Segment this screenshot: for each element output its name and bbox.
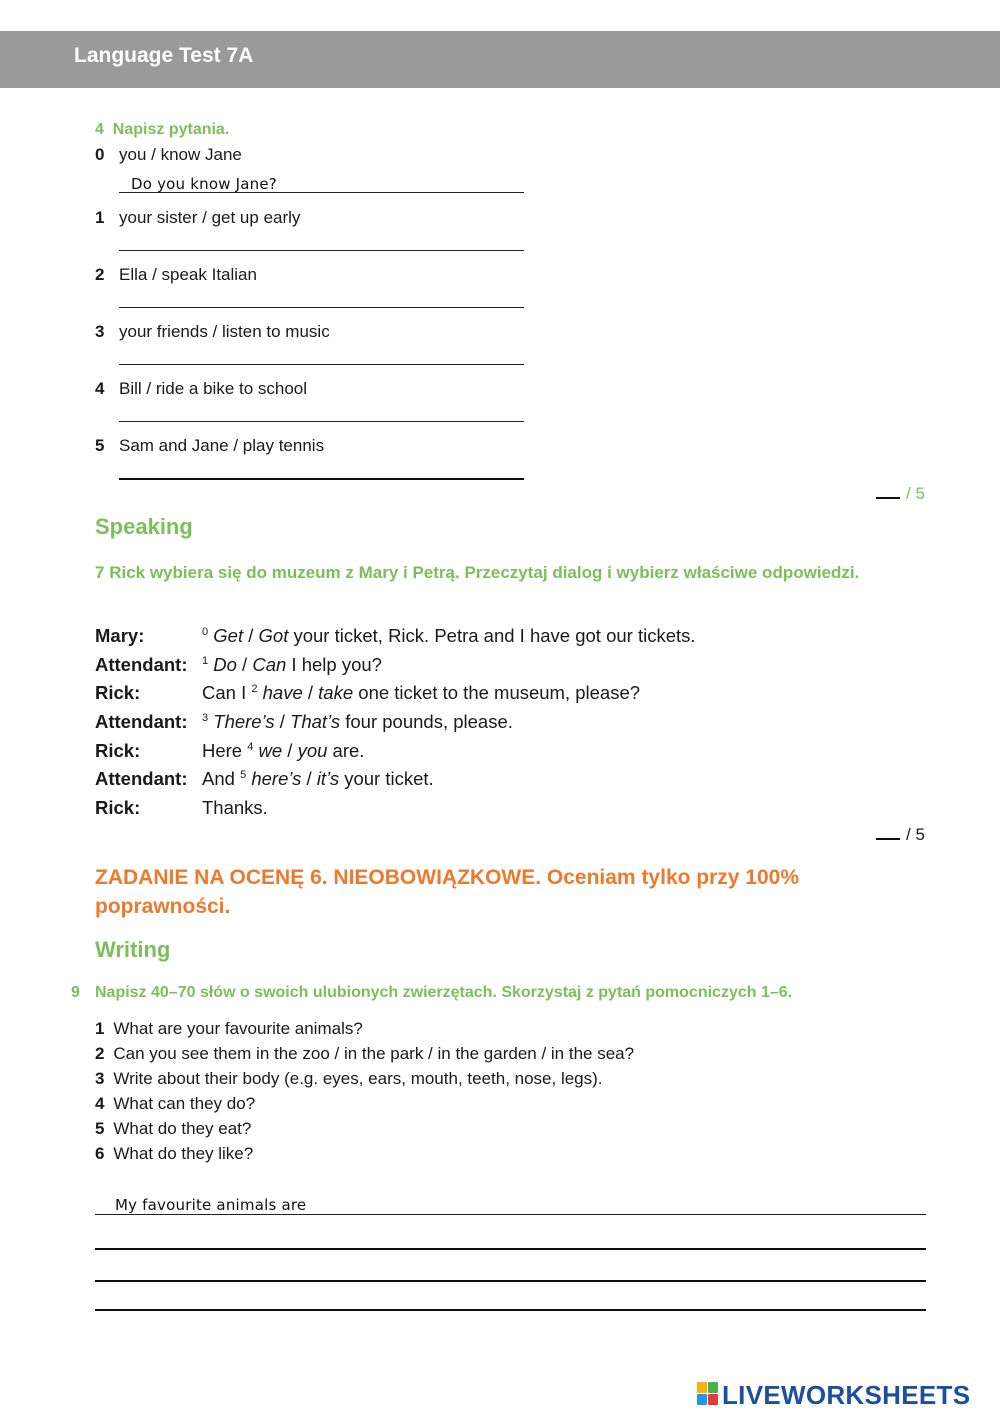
option-a[interactable]: There’s — [213, 711, 275, 732]
dialogue-text — [202, 682, 640, 704]
item-prompt: you / know Jane — [119, 145, 242, 164]
speaker-label: Rick: — [95, 797, 141, 818]
exercise4-title — [95, 121, 229, 139]
option-b[interactable]: That’s — [290, 711, 341, 732]
answer-line — [119, 192, 524, 193]
item-number: 3 — [95, 322, 105, 341]
dialogue-text — [202, 711, 513, 733]
option-separator: / — [274, 711, 291, 732]
answer-input-3[interactable] — [121, 344, 521, 364]
item-number: 4 — [95, 1094, 105, 1113]
text-post: one ticket to the museum, please? — [353, 682, 641, 703]
dialogue-text — [202, 625, 696, 647]
writing-line — [95, 1309, 926, 1311]
item-number: 2 — [95, 265, 105, 284]
optional-task-notice: ZADANIE NA OCENĘ 6. NIEOBOWIĄZKOWE. Oceniam tylko przy 100% poprawności. — [95, 866, 800, 918]
speaker-label: Attendant: — [95, 768, 188, 789]
exercise7-number: 7 — [95, 563, 105, 582]
exercise4-instruction: Napisz pytania. — [112, 121, 230, 138]
item-number: 4 — [95, 379, 105, 398]
list-item — [95, 1069, 603, 1089]
question-text: What can they do? — [113, 1094, 256, 1113]
liveworksheets-logo — [697, 1380, 997, 1408]
option-a[interactable]: Do — [213, 654, 237, 675]
score-total: / 5 — [906, 484, 925, 503]
text-pre: And — [202, 768, 241, 789]
item-prompt: your friends / listen to music — [119, 322, 330, 341]
exercise4-score — [876, 483, 925, 504]
exercise7-instruction: Rick wybiera się do muzeum z Mary i Petrą. Przeczytaj dialog i wybierz właściwe odpowiedzi. — [109, 563, 860, 582]
dialogue-text — [202, 654, 382, 676]
item-number: 2 — [95, 1044, 105, 1063]
dialogue-text — [202, 768, 434, 790]
answer-line — [119, 421, 524, 422]
speaker-label: Mary: — [95, 625, 145, 646]
score-blank[interactable] — [876, 824, 900, 840]
example-answer: Do you know Jane? — [131, 175, 277, 193]
exercise7-score — [876, 824, 925, 845]
text-post: your ticket, Rick. Petra and I have got our tickets. — [288, 625, 696, 646]
speaker-label: Rick: — [95, 682, 141, 703]
text-pre: Can I — [202, 682, 252, 703]
gap-number: 1 — [202, 654, 209, 667]
item-prompt: Ella / speak Italian — [119, 265, 257, 284]
option-b[interactable]: it’s — [316, 768, 340, 789]
item-number: 3 — [95, 1069, 105, 1088]
answer-line — [119, 364, 524, 365]
item-prompt: Bill / ride a bike to school — [119, 379, 308, 398]
question-text: What do they eat? — [113, 1119, 252, 1138]
text-post: are. — [327, 740, 365, 761]
exercise7-instruction-block — [95, 561, 925, 585]
list-item — [95, 1094, 255, 1114]
header-bar — [0, 31, 1000, 88]
option-b[interactable]: Got — [258, 625, 289, 646]
logo-icon — [697, 1382, 719, 1406]
gap-number: 5 — [240, 768, 247, 781]
item-number: 6 — [95, 1144, 105, 1163]
gap-number: 2 — [251, 682, 258, 695]
option-separator: / — [302, 682, 319, 703]
question-text: Write about their body (e.g. eyes, ears, mouth, teeth, nose, legs). — [113, 1069, 603, 1088]
list-item — [95, 1019, 363, 1039]
text-post: I help you? — [286, 654, 382, 675]
list-item — [95, 1044, 634, 1064]
option-a[interactable]: have — [262, 682, 303, 703]
option-b[interactable]: Can — [252, 654, 287, 675]
speaker-label: Attendant: — [95, 711, 188, 732]
question-text: What do they like? — [113, 1144, 254, 1163]
exercise9-number: 9 — [71, 984, 80, 1001]
question-text: Can you see them in the zoo / in the park / in the garden / in the sea? — [113, 1044, 635, 1063]
list-item — [95, 1144, 253, 1164]
item-number: 5 — [95, 436, 105, 455]
item-number: 0 — [95, 145, 105, 164]
list-item — [95, 1119, 251, 1139]
answer-line — [119, 307, 524, 308]
score-total: / 5 — [906, 825, 925, 844]
answer-input-4[interactable] — [121, 401, 521, 421]
option-b[interactable]: you — [297, 740, 328, 761]
speaking-heading: Speaking — [95, 514, 193, 539]
dialogue-text: Thanks. — [202, 797, 268, 818]
option-separator: / — [236, 654, 253, 675]
gap-number: 3 — [202, 711, 209, 724]
writing-heading: Writing — [95, 937, 171, 962]
writing-answer-start: My favourite animals are — [115, 1196, 307, 1214]
answer-input-2[interactable] — [121, 287, 521, 307]
writing-textarea[interactable] — [95, 1218, 926, 1306]
answer-input-5[interactable] — [121, 457, 521, 477]
answer-line — [119, 250, 524, 251]
text-post: four pounds, please. — [340, 711, 513, 732]
item-number: 1 — [95, 1019, 105, 1038]
text-post: your ticket. — [339, 768, 434, 789]
speaker-label: Rick: — [95, 740, 141, 761]
option-b[interactable]: take — [318, 682, 354, 703]
page-title: Language Test 7A — [74, 44, 254, 67]
option-a[interactable]: Get — [213, 625, 244, 646]
logo-text: LIVEWORKSHEETS — [722, 1380, 971, 1410]
gap-number: 0 — [202, 625, 209, 638]
item-number: 5 — [95, 1119, 105, 1138]
exercise9-instruction: Napisz 40–70 słów o swoich ulubionych zwierzętach. Skorzystaj z pytań pomocniczych 1–6. — [95, 984, 793, 1001]
text-pre: Here — [202, 740, 248, 761]
score-blank[interactable] — [876, 483, 900, 499]
option-separator: / — [301, 768, 317, 789]
item-prompt: your sister / get up early — [119, 208, 301, 227]
answer-input-1[interactable] — [121, 230, 521, 250]
item-prompt: Sam and Jane / play tennis — [119, 436, 325, 455]
exercise4-number: 4 — [95, 121, 104, 138]
option-a[interactable]: we — [258, 740, 283, 761]
speaker-label: Attendant: — [95, 654, 188, 675]
option-separator: / — [282, 740, 298, 761]
gap-number: 4 — [247, 740, 254, 753]
writing-line — [95, 1214, 926, 1215]
option-a[interactable]: here’s — [251, 768, 302, 789]
item-number: 1 — [95, 208, 105, 227]
option-separator: / — [243, 625, 259, 646]
question-text: What are your favourite animals? — [113, 1019, 363, 1038]
answer-line — [119, 478, 524, 480]
dialogue-text — [202, 740, 364, 762]
